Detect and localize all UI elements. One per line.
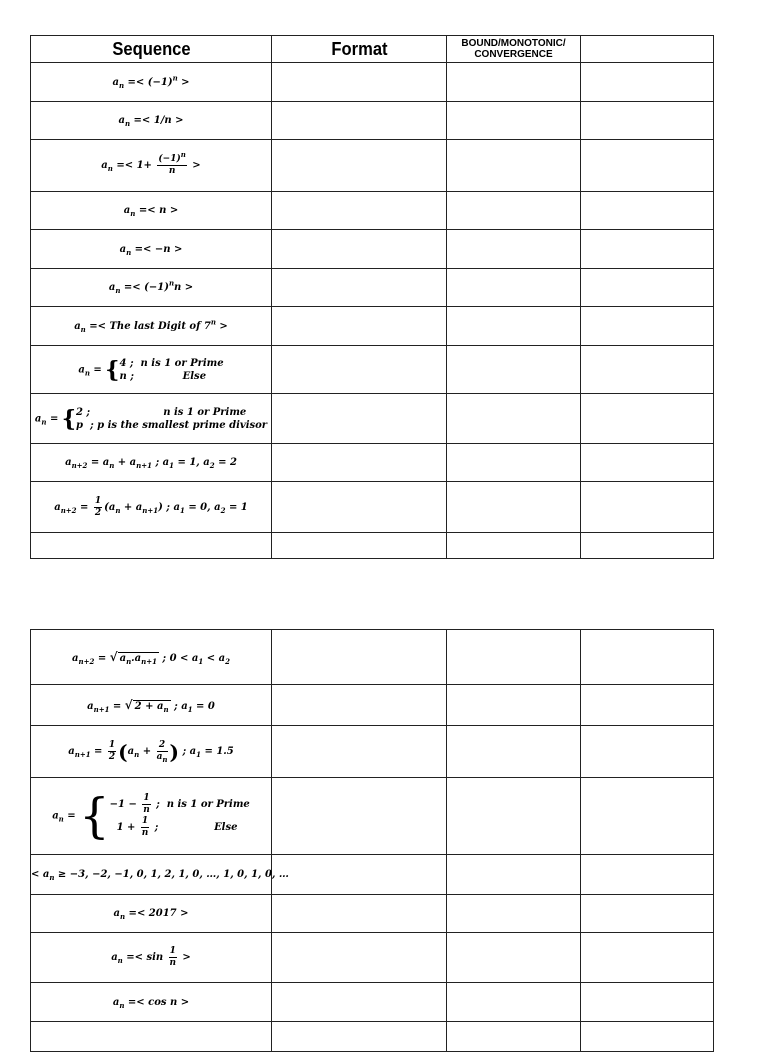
sequence-cell: $a_{n+1}$ = $\frac{1}{2}$ ($a_n$ + $\frac{2}{a_n}$ ) ; $a_1 = 1.5$	[31, 726, 272, 778]
sequence-cell: $a_n = \{2$ ; n is 1 or Prime p ; p is the smallest prime divisor	[31, 394, 272, 444]
extra-cell[interactable]	[581, 346, 714, 394]
format-cell[interactable]	[272, 307, 447, 346]
format-cell[interactable]	[272, 230, 447, 269]
format-cell[interactable]	[272, 346, 447, 394]
format-cell[interactable]	[272, 102, 447, 140]
format-cell[interactable]	[272, 726, 447, 778]
extra-cell[interactable]	[581, 140, 714, 192]
sequence-cell: $a_{n+2}$ = $\frac{1}{2}$ $(a_n + a_{n+1})$ ; $a_1 = 0$, $a_2 = 1$	[31, 482, 272, 533]
bound-cell[interactable]	[447, 192, 581, 230]
sequence-cell: $a_n =< (-1)^nn$ >	[31, 269, 272, 307]
table-row	[31, 726, 714, 778]
sequence-table-1	[30, 35, 714, 559]
extra-cell[interactable]	[581, 192, 714, 230]
sequence-cell: $a_{n+2}$ = √ $a_n.a_{n+1}$ ; $0 < a_1 < a_2$	[31, 630, 272, 685]
format-cell[interactable]	[272, 192, 447, 230]
table-row	[31, 1022, 714, 1052]
header-sequence: Sequence	[40, 36, 262, 63]
table-row	[31, 444, 714, 482]
format-cell[interactable]	[272, 63, 447, 102]
bound-cell[interactable]	[447, 230, 581, 269]
bound-cell[interactable]	[447, 140, 581, 192]
extra-cell[interactable]	[581, 394, 714, 444]
extra-cell[interactable]	[581, 533, 714, 559]
bound-cell[interactable]	[447, 346, 581, 394]
sequence-cell: $a_n =< -n$ >	[31, 230, 272, 269]
table-row	[31, 630, 714, 685]
extra-cell[interactable]	[581, 63, 714, 102]
extra-cell[interactable]	[581, 269, 714, 307]
sequence-table-2	[30, 629, 714, 1052]
bound-cell[interactable]	[447, 685, 581, 726]
bound-cell[interactable]	[447, 933, 581, 983]
table-row	[31, 269, 714, 307]
extra-cell[interactable]	[581, 102, 714, 140]
bound-cell[interactable]	[447, 444, 581, 482]
sequence-cell[interactable]	[31, 533, 272, 559]
bound-cell[interactable]	[447, 533, 581, 559]
table-row	[31, 346, 714, 394]
table-row	[31, 855, 714, 895]
format-cell[interactable]	[272, 269, 447, 307]
sequence-cell: $a_{n+2} = a_n + a_{n+1}$ ; $a_1 = 1$, $a_2 = 2$	[31, 444, 272, 482]
bound-cell[interactable]	[447, 63, 581, 102]
extra-cell[interactable]	[581, 482, 714, 533]
bound-cell[interactable]	[447, 855, 581, 895]
header-bound-monotonic-convergence: BOUND/MONOTONIC/ CONVERGENCE	[447, 36, 581, 63]
bound-cell[interactable]	[447, 269, 581, 307]
table-row	[31, 230, 714, 269]
format-cell[interactable]	[272, 482, 447, 533]
format-cell[interactable]	[272, 394, 447, 444]
sequence-cell: $a_n =< 1/n$ >	[31, 102, 272, 140]
sequence-cell: $a_n =< (-1)^n$ >	[31, 63, 272, 102]
sequence-cell: $a_n =< \sin$ $\frac{1}{n}$ >	[31, 933, 272, 983]
extra-cell[interactable]	[581, 855, 714, 895]
format-cell[interactable]	[272, 778, 447, 855]
bound-cell[interactable]	[447, 726, 581, 778]
format-cell[interactable]	[272, 630, 447, 685]
extra-cell[interactable]	[581, 778, 714, 855]
format-cell[interactable]	[272, 140, 447, 192]
sequence-cell: $a_n =< \cos n$ >	[31, 983, 272, 1022]
format-cell[interactable]	[272, 895, 447, 933]
table-row	[31, 482, 714, 533]
table-row	[31, 685, 714, 726]
format-cell[interactable]	[272, 983, 447, 1022]
table-row	[31, 307, 714, 346]
extra-cell[interactable]	[581, 726, 714, 778]
table-row	[31, 192, 714, 230]
sequence-cell: $a_n =< 1+$ $\frac{(-1)^n}{n}$ >	[31, 140, 272, 192]
bound-cell[interactable]	[447, 307, 581, 346]
table-row	[31, 102, 714, 140]
format-cell[interactable]	[272, 1022, 447, 1052]
bound-cell[interactable]	[447, 1022, 581, 1052]
sequence-cell: $a_n = \{4$ ; n is 1 or Prime n ; Else	[31, 346, 272, 394]
sequence-cell: < $a_n \ge -3$, −2, −1, 0, 1, 2, 1, 0, …, 1, 0, 1, 0, …	[31, 855, 272, 895]
table-row	[31, 895, 714, 933]
sequence-cell: $a_{n+1}$ = √ $2 + a_n$ ; $a_1 = 0$	[31, 685, 272, 726]
table-row	[31, 778, 714, 855]
table-row	[31, 533, 714, 559]
extra-cell[interactable]	[581, 983, 714, 1022]
header-format: Format	[279, 36, 440, 63]
bound-cell[interactable]	[447, 630, 581, 685]
extra-cell[interactable]	[581, 307, 714, 346]
table-header-row	[31, 36, 714, 63]
sequence-cell: $a_n = \{-1$ − $\frac{1}{n}$ ; n is 1 or Prime 1 + $\frac{1}{n}$ ; Else	[31, 778, 272, 855]
table-row	[31, 933, 714, 983]
extra-cell[interactable]	[581, 1022, 714, 1052]
extra-cell[interactable]	[581, 230, 714, 269]
bound-cell[interactable]	[447, 895, 581, 933]
extra-cell[interactable]	[581, 933, 714, 983]
table-row	[31, 63, 714, 102]
bound-cell[interactable]	[447, 102, 581, 140]
extra-cell[interactable]	[581, 895, 714, 933]
extra-cell[interactable]	[581, 685, 714, 726]
sequence-cell: $a_n$ =< The last Digit of $7^n$ >	[31, 307, 272, 346]
format-cell[interactable]	[272, 855, 447, 895]
format-cell[interactable]	[272, 685, 447, 726]
bound-cell[interactable]	[447, 778, 581, 855]
table-row	[31, 983, 714, 1022]
extra-cell[interactable]	[581, 444, 714, 482]
sequence-cell: $a_n =< 2017$ >	[31, 895, 272, 933]
format-cell[interactable]	[272, 533, 447, 559]
format-cell[interactable]	[272, 933, 447, 983]
table-row	[31, 140, 714, 192]
sequence-cell[interactable]	[31, 1022, 272, 1052]
bound-cell[interactable]	[447, 482, 581, 533]
format-cell[interactable]	[272, 444, 447, 482]
bound-cell[interactable]	[447, 394, 581, 444]
header-extra	[581, 36, 714, 63]
bound-cell[interactable]	[447, 983, 581, 1022]
extra-cell[interactable]	[581, 630, 714, 685]
sequence-cell: $a_n =< n$ >	[31, 192, 272, 230]
table-row	[31, 394, 714, 444]
